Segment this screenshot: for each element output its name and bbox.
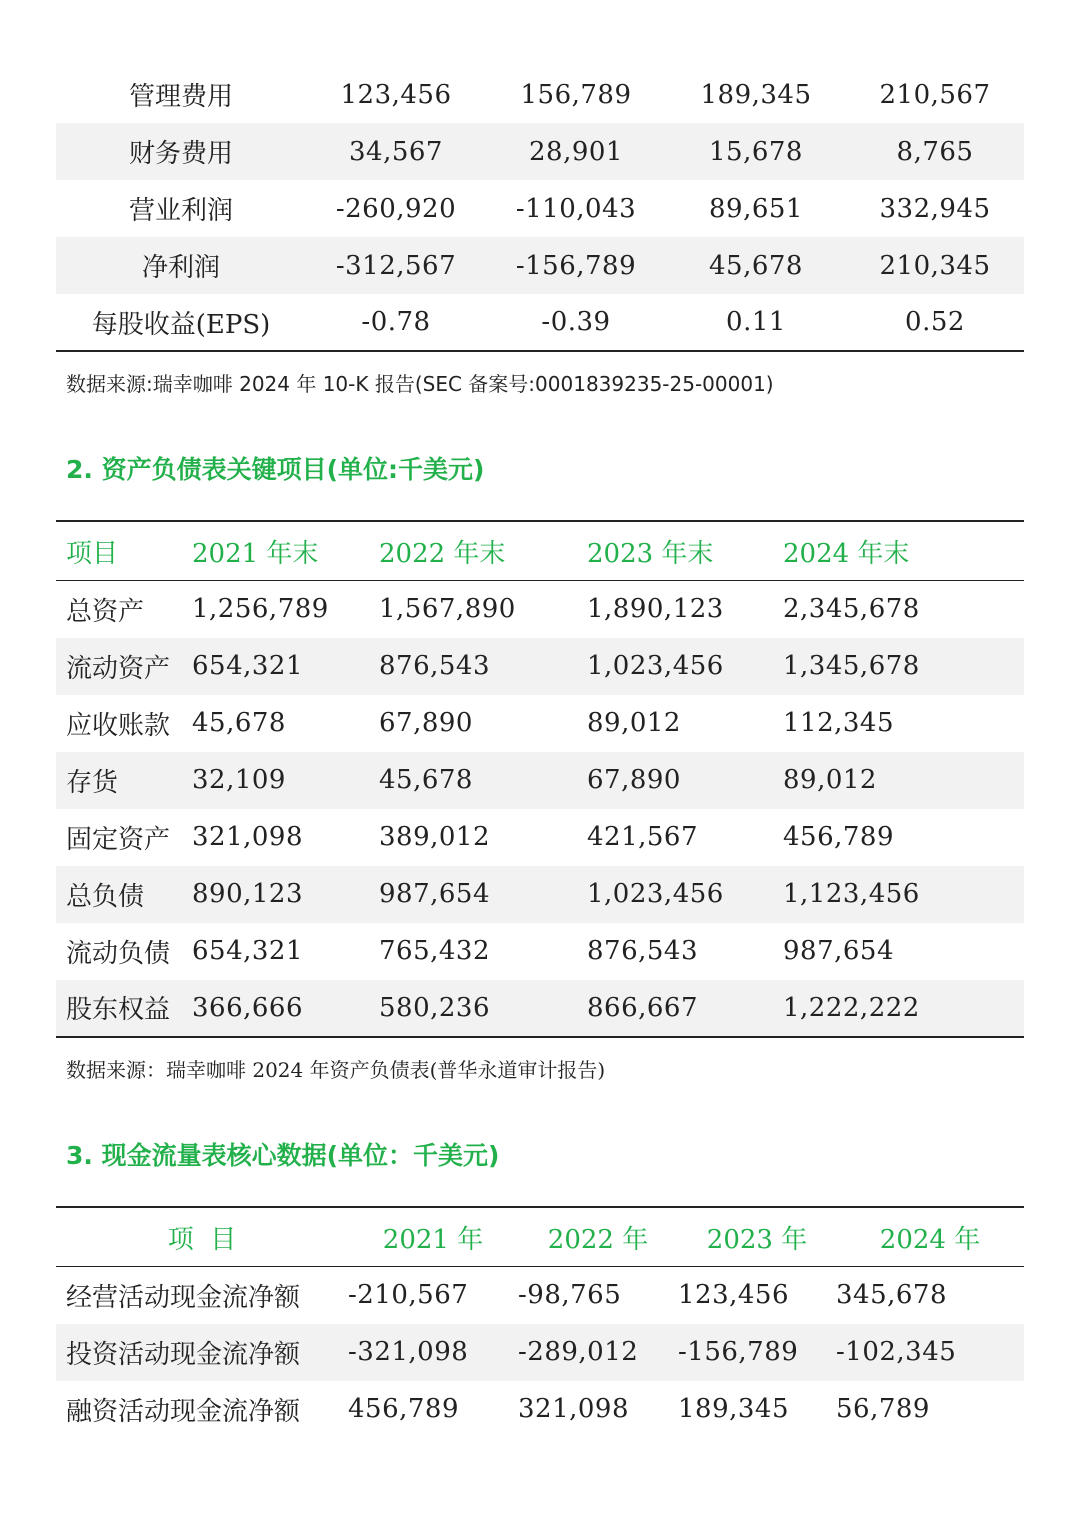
- row-label: 股东权益: [56, 980, 192, 1037]
- row-label: 管理费用: [128, 82, 233, 112]
- cell-value: -321,098: [348, 1324, 518, 1381]
- cell-value: 67,890: [379, 708, 473, 738]
- row-label: 净利润: [56, 237, 306, 294]
- cell-value: 2,345,678: [783, 594, 920, 625]
- cell-value: 45,678: [666, 237, 846, 294]
- cell-value: 1,023,456: [587, 866, 783, 923]
- balance-sheet-source-note: 数据来源：瑞幸咖啡 2024 年资产负债表(普华永道审计报告): [66, 1058, 606, 1082]
- table-row: [56, 752, 1024, 809]
- table-row: [56, 66, 1024, 123]
- balance-sheet-table: [56, 520, 1024, 1038]
- table-row: [56, 294, 1024, 351]
- cell-value: 32,109: [192, 752, 379, 809]
- cell-value: 67,890: [587, 752, 783, 809]
- cell-value: -210,567: [348, 1280, 469, 1311]
- column-header: 项 目: [56, 1207, 348, 1267]
- cell-value: 1,222,222: [783, 980, 1024, 1037]
- cell-value: 1,567,890: [379, 594, 516, 625]
- cell-value: 45,678: [192, 708, 286, 738]
- cell-value: 15,678: [666, 123, 846, 180]
- column-header: 2023 年末: [587, 521, 783, 581]
- row-label: 固定资产: [66, 824, 171, 855]
- table-row: [56, 237, 1024, 294]
- cell-value: 189,345: [700, 79, 812, 110]
- cell-value: -289,012: [518, 1324, 678, 1381]
- table-row: [56, 123, 1024, 180]
- table-row: [56, 180, 1024, 237]
- cell-value: 890,123: [192, 866, 379, 923]
- cell-value: 1,345,678: [783, 638, 1024, 695]
- cell-value: 654,321: [192, 638, 379, 695]
- cell-value: -260,920: [335, 193, 457, 224]
- cell-value: -312,567: [306, 237, 486, 294]
- cell-value: 866,667: [587, 980, 783, 1037]
- column-header: 2021 年: [348, 1207, 518, 1267]
- balance-sheet-heading: 2. 资产负债表关键项目(单位:千美元): [66, 455, 485, 484]
- cell-value: 456,789: [348, 1394, 460, 1424]
- cell-value: 765,432: [379, 936, 491, 966]
- row-label: 总资产: [66, 596, 145, 627]
- cell-value: 0.52: [905, 307, 965, 337]
- row-label: 每股收益(EPS): [91, 309, 271, 340]
- cell-value: 580,236: [379, 980, 587, 1037]
- cell-value: 321,098: [192, 822, 304, 852]
- table-row: [56, 581, 1024, 638]
- cell-value: 1,256,789: [192, 594, 329, 625]
- column-header: 2021 年末: [192, 521, 379, 581]
- column-header: 2022 年末: [379, 521, 587, 581]
- table-row: [56, 695, 1024, 752]
- cell-value: 89,012: [783, 752, 1024, 809]
- cell-value: -156,789: [678, 1324, 836, 1381]
- cell-value: 45,678: [379, 752, 587, 809]
- cell-value: 156,789: [520, 79, 632, 110]
- cell-value: 366,666: [192, 980, 379, 1037]
- cell-value: 89,651: [709, 193, 803, 224]
- row-label: 总负债: [56, 866, 192, 923]
- cell-value: 0.11: [726, 307, 786, 337]
- cash-flow-heading: 3. 现金流量表核心数据(单位：千美元): [66, 1141, 500, 1170]
- table-row: [56, 638, 1024, 695]
- column-header: 2024 年末: [783, 521, 1024, 581]
- cell-value: 987,654: [379, 866, 587, 923]
- cell-value: 345,678: [836, 1280, 948, 1311]
- cell-value: 456,789: [783, 822, 895, 852]
- income-source-note: 数据来源:瑞幸咖啡 2024 年 10-K 报告(SEC 备案号:0001839235-25-00001): [66, 372, 774, 396]
- cell-value: -156,789: [486, 237, 666, 294]
- cell-value: 112,345: [783, 708, 895, 738]
- cell-value: 421,567: [587, 822, 699, 852]
- cell-value: -110,043: [515, 193, 637, 224]
- cell-value: 28,901: [486, 123, 666, 180]
- column-header: 项目: [56, 521, 192, 581]
- table-row: [56, 923, 1024, 980]
- cell-value: 210,345: [846, 237, 1024, 294]
- table-header-row: [56, 521, 1024, 581]
- cell-value: 654,321: [192, 936, 304, 966]
- cell-value: 123,456: [340, 79, 452, 110]
- cell-value: 8,765: [846, 123, 1024, 180]
- row-label: 存货: [56, 752, 192, 809]
- cell-value: -98,765: [518, 1280, 622, 1311]
- income-statement-table: [56, 66, 1024, 352]
- row-label: 流动资产: [56, 638, 192, 695]
- cell-value: 1,023,456: [587, 638, 783, 695]
- row-label: 流动负债: [66, 938, 171, 969]
- cell-value: 56,789: [836, 1394, 930, 1424]
- row-label: 营业利润: [128, 196, 233, 226]
- cash-flow-table: [56, 1206, 1024, 1438]
- cell-value: 89,012: [587, 708, 681, 738]
- table-row: [56, 1324, 1024, 1381]
- table-row: [56, 809, 1024, 866]
- cell-value: 332,945: [879, 193, 991, 224]
- cell-value: -102,345: [836, 1324, 1024, 1381]
- row-label: 融资活动现金流净额: [66, 1396, 301, 1427]
- table-row: [56, 1267, 1024, 1324]
- table-row: [56, 980, 1024, 1037]
- column-header: 2024 年: [836, 1207, 1024, 1267]
- cell-value: -0.39: [541, 307, 611, 337]
- table-header-row: [56, 1207, 1024, 1267]
- cell-value: 321,098: [518, 1394, 630, 1424]
- cell-value: 876,543: [587, 936, 699, 966]
- row-label: 经营活动现金流净额: [66, 1282, 301, 1313]
- column-header: 2023 年: [678, 1207, 836, 1267]
- cell-value: 1,890,123: [587, 594, 724, 625]
- cell-value: 876,543: [379, 638, 587, 695]
- cell-value: -0.78: [361, 307, 431, 337]
- column-header: 2022 年: [518, 1207, 678, 1267]
- cell-value: 987,654: [783, 936, 895, 966]
- cell-value: 1,123,456: [783, 866, 1024, 923]
- row-label: 投资活动现金流净额: [56, 1324, 348, 1381]
- cell-value: 389,012: [379, 822, 491, 852]
- cell-value: 189,345: [678, 1394, 790, 1424]
- table-row: [56, 866, 1024, 923]
- row-label: 财务费用: [56, 123, 306, 180]
- table-row: [56, 1381, 1024, 1438]
- row-label: 应收账款: [66, 710, 171, 741]
- cell-value: 210,567: [879, 79, 991, 110]
- cell-value: 34,567: [306, 123, 486, 180]
- cell-value: 123,456: [678, 1280, 790, 1311]
